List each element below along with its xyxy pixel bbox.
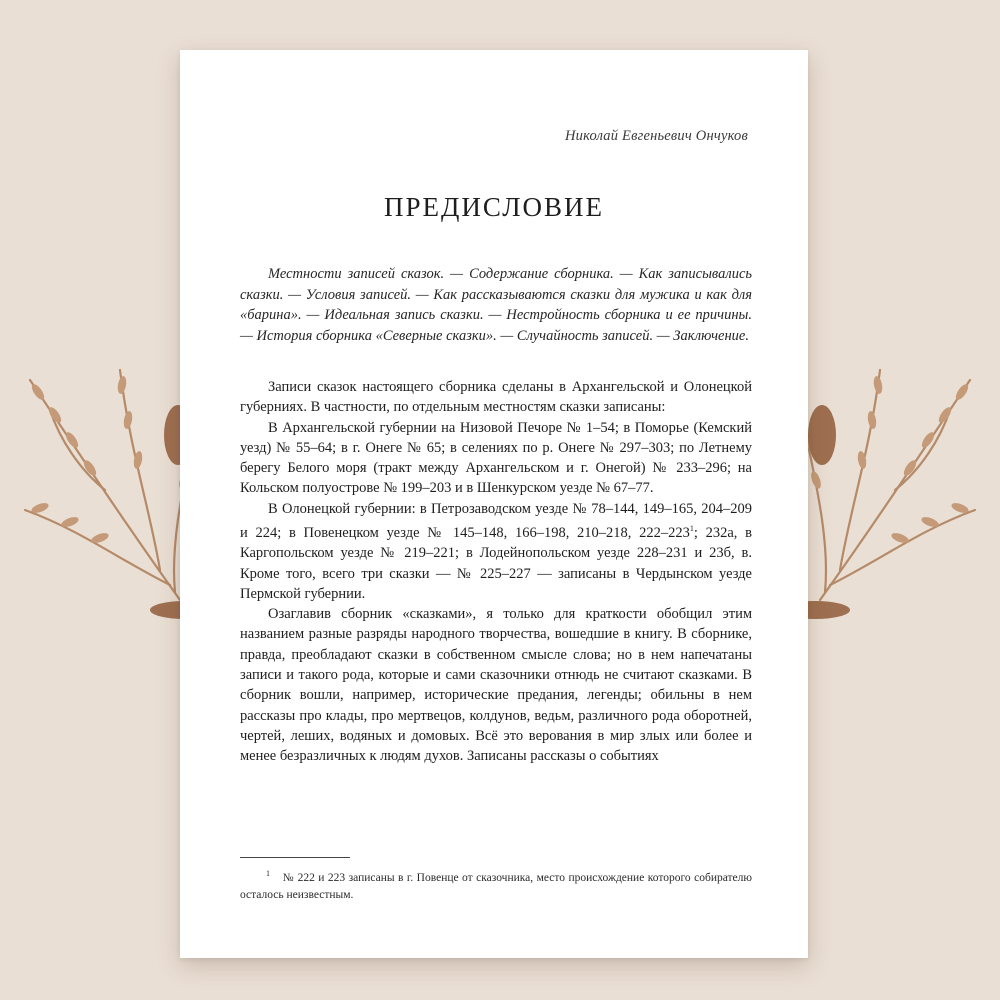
footnote bbox=[240, 865, 752, 904]
paragraph-2: В Архангельской губернии на Низовой Печоре № 1–54; в Поморье (Кемский уезд) № 55–64; в г. Онеге № 65; в селениях по р. Онеге № 297–303; по Летнему берегу Белого моря (тракт между Архангельском и г. Онегой) № 233–296; на Кольском полуострове № 199–203 и в Шенкурском уезде № 67–77. bbox=[240, 419, 752, 497]
paragraph-3-text-b: ; 232а, в Каргопольском уезде № 219–221; в Лодейнопольском уезде 228–231 и 23б, в. Кроме того, всего три сказки — № 225–227 — записаны в Чердынском уезде Пермской губернии. bbox=[240, 524, 752, 602]
running-header-author: Николай Евгеньевич Ончуков bbox=[564, 128, 748, 144]
book-page bbox=[180, 50, 808, 958]
body-text bbox=[240, 377, 752, 766]
chapter-title: ПРЕДИСЛОВИЕ bbox=[383, 192, 605, 222]
footnote-mark: 1 bbox=[266, 869, 270, 878]
chapter-abstract: Местности записей сказок. — Содержание сборника. — Как записывались сказки. — Условия записей. — Как рассказываются сказки для мужика и как для «барина». — Идеальная запись сказки. — Нестройность сборника и ее причины. — История сборника «Северные сказки». — Случайность записей. — Заключение. bbox=[240, 266, 752, 344]
footnote-divider bbox=[240, 857, 350, 858]
footnote-reference: 1 bbox=[689, 524, 694, 534]
willow-branch-left-decoration bbox=[10, 330, 200, 650]
willow-branch-right-decoration bbox=[800, 330, 990, 650]
paragraph-4: Озаглавив сборник «сказками», я только для краткости обобщил этим названием разные разряды народного творчества, вошедшие в книгу. В сборнике, правда, преобладают сказки в собственном смысле слова; но в нем напечатаны записи и такого рода, которые и сами сказочники отнюдь не считают сказками. В сборник вошли, например, исторические предания, легенды; обильны в нем рассказы про клады, про мертвецов, колдунов, ведьм, различного рода оборотней, чертей, леших, водяных и домовых. Всё это верования в мир злых или более и менее безразличных к людям духов. Записаны рассказы о событиях bbox=[240, 606, 752, 765]
paragraph-3 bbox=[240, 499, 752, 604]
paragraph-1: Записи сказок настоящего сборника сделаны в Архангельской и Олонецкой губерниях. В частности, по отдельным местностям сказки записаны: bbox=[240, 379, 752, 416]
footnote-text: № 222 и 223 записаны в г. Повенце от сказочника, место происхождение которого собирателю осталось неизвестным. bbox=[240, 871, 752, 901]
paragraph-3-text-a: В Олонецкой губернии: в Петрозаводском уезде № 78–144, 149–165, 204–209 и 224; в Повенецком уезде № 145–148, 166–198, 210–218, 222–223 bbox=[240, 500, 752, 541]
